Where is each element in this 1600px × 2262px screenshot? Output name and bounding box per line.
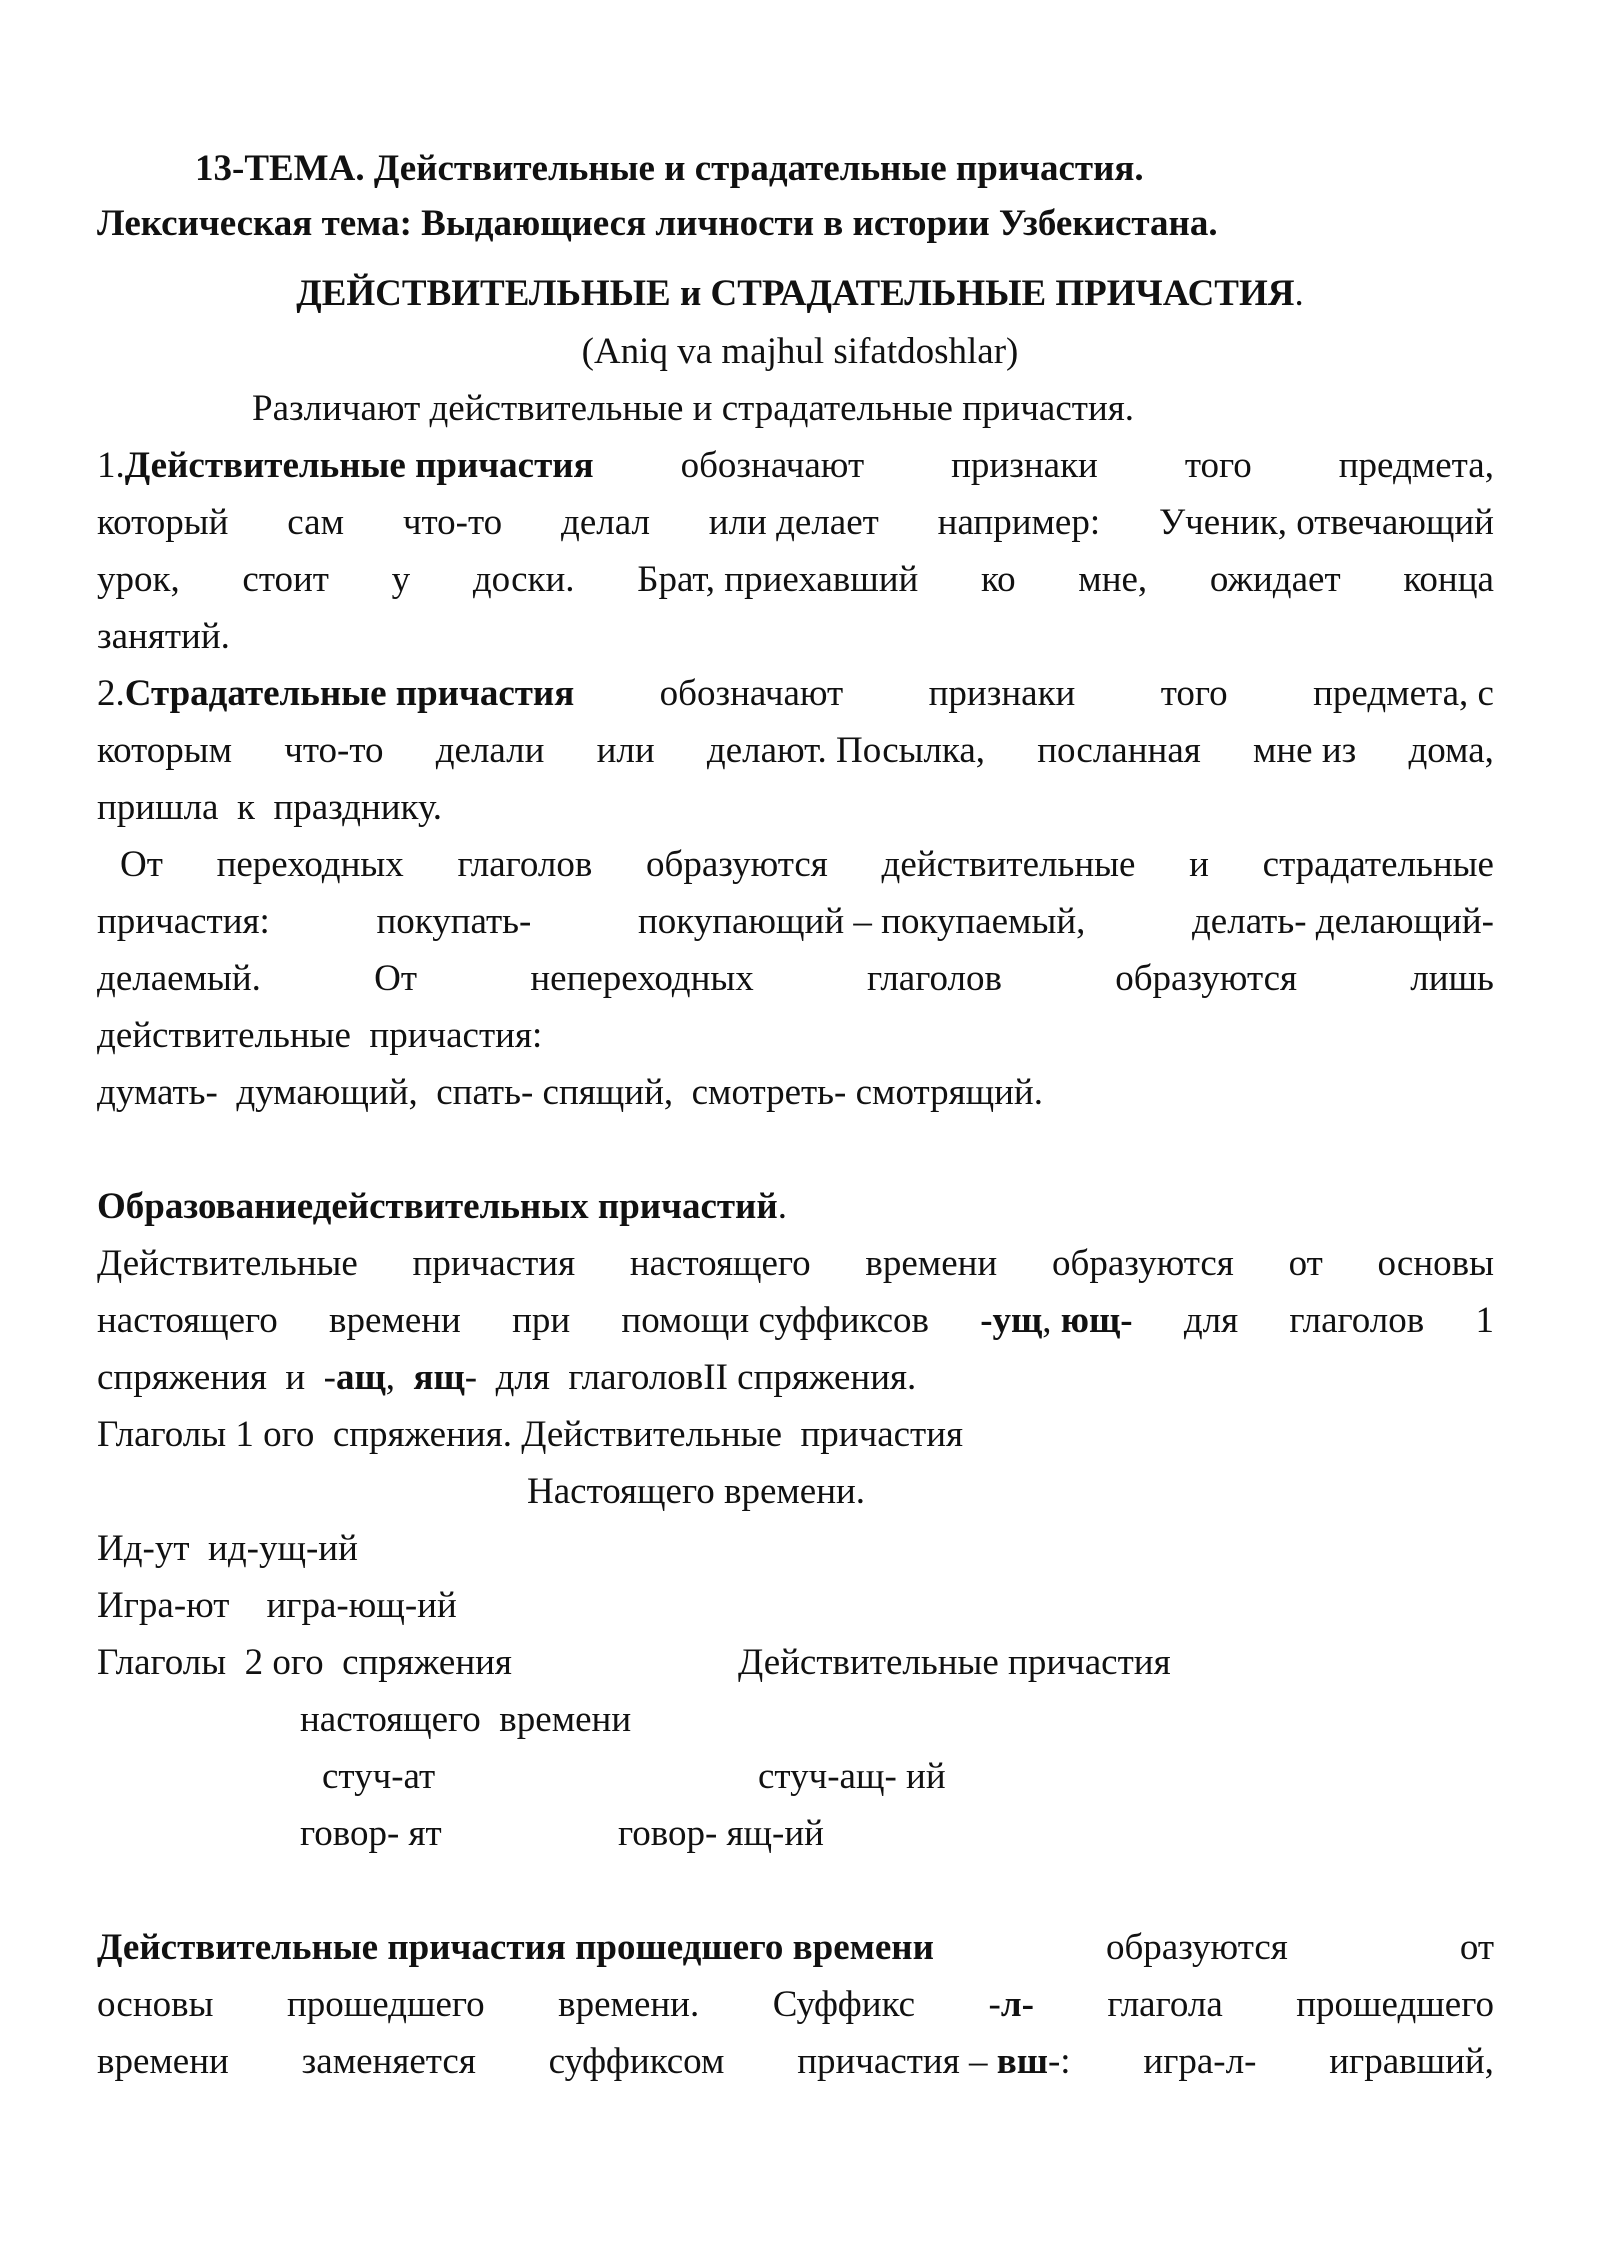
transitive-line-2: причастия: покупать- покупающий – покупаемый, делать- делающий- bbox=[97, 901, 1494, 942]
conjugation-2-right: Действительные причастия bbox=[738, 1642, 1171, 1683]
transitive-examples: думать- думающий, спать- спящий, смотреть- смотрящий. bbox=[97, 1072, 1043, 1113]
past-line-2: основы прошедшего времени. Суффикс -л- глагола прошедшего bbox=[97, 1984, 1494, 2025]
transitive-line-3: делаемый. От непереходных глаголов образуются лишь bbox=[97, 958, 1494, 999]
active-definition-lead: 1.Действительные причастия bbox=[97, 445, 594, 486]
past-line-1: Действительные причастия прошедшего времени образуются от bbox=[97, 1927, 1494, 1968]
example-stuch-at: стуч-ат bbox=[322, 1756, 436, 1797]
formation-line-3: спряжения и -ащ, ящ- для глаголовII спряжения. bbox=[97, 1357, 917, 1398]
conjugation-1-heading: Глаголы 1 ого спряжения. Действительные причастия bbox=[97, 1414, 964, 1455]
section-title-text: ДЕЙСТВИТЕЛЬНЫЕ и СТРАДАТЕЛЬНЫЕ ПРИЧАСТИЯ bbox=[296, 273, 1295, 314]
present-time-label: Настоящего времени. bbox=[527, 1471, 866, 1512]
topic-heading: 13-ТЕМА. Действительные и страдательные причастия. bbox=[195, 148, 1144, 189]
formation-line-2: настоящего времени при помощи суффиксов -ущ, ющ- для глаголов 1 bbox=[97, 1300, 1494, 1341]
active-participles-line-2: который сам что-то делал или делает например: Ученик, отвечающий bbox=[97, 502, 1494, 543]
conjugation-2-left: Глаголы 2 ого спряжения bbox=[97, 1642, 512, 1683]
suffix-vsh: причастия – вш-: bbox=[797, 2041, 1071, 2082]
passive-participles-line-3: пришла к празднику. bbox=[97, 787, 443, 828]
passive-participles-line-2: которым что-то делали или делают. Посылка, посланная мне из дома, bbox=[97, 730, 1494, 771]
example-govor-yashchiy: говор- ящ-ий bbox=[618, 1813, 824, 1854]
transitive-line-1: От переходных глаголов образуются действительные и страдательные bbox=[120, 844, 1494, 885]
formation-heading: Образованиедействительных причастий. bbox=[97, 1186, 787, 1227]
transitive-line-4: действительные причастия: bbox=[97, 1015, 543, 1056]
formation-line-1: Действительные причастия настоящего времени образуются от основы bbox=[97, 1243, 1494, 1284]
intro-sentence: Различают действительные и страдательные причастия. bbox=[252, 388, 1135, 429]
example-igra-yut: Игра-ют игра-ющ-ий bbox=[97, 1585, 457, 1626]
example-id-ut: Ид-ут ид-ущ-ий bbox=[97, 1528, 358, 1569]
passive-participles-line-1: 2.Страдательные причастия обозначают признаки того предмета, с bbox=[97, 673, 1494, 714]
suffix-group-ush: -ущ, ющ- bbox=[980, 1300, 1133, 1341]
past-heading: Действительные причастия прошедшего времени bbox=[97, 1927, 934, 1968]
active-participles-line-3: урок, стоит у доски. Брат, приехавший ко мне, ожидает конца bbox=[97, 559, 1494, 600]
example-govor-yat: говор- ят bbox=[300, 1813, 442, 1854]
section-title-dot: . bbox=[1294, 273, 1304, 314]
present-time-label-2: настоящего времени bbox=[300, 1699, 632, 1740]
active-participles-line-1: 1.Действительные причастия обозначают признаки того предмета, bbox=[97, 445, 1494, 486]
lexical-topic-heading: Лексическая тема: Выдающиеся личности в истории Узбекистана. bbox=[97, 203, 1218, 244]
section-title bbox=[0, 275, 1600, 312]
example-stuch-ashchiy: стуч-ащ- ий bbox=[758, 1756, 946, 1797]
active-participles-line-4: занятий. bbox=[97, 616, 230, 657]
past-line-3: времени заменяется суффиксом причастия – вш-: игра-л- игравший, bbox=[97, 2041, 1494, 2082]
suffix-l: -л- bbox=[988, 1984, 1034, 2025]
passive-definition-lead: 2.Страдательные причастия bbox=[97, 673, 575, 714]
section-subtitle: (Aniq va majhul sifatdoshlar) bbox=[581, 331, 1019, 372]
